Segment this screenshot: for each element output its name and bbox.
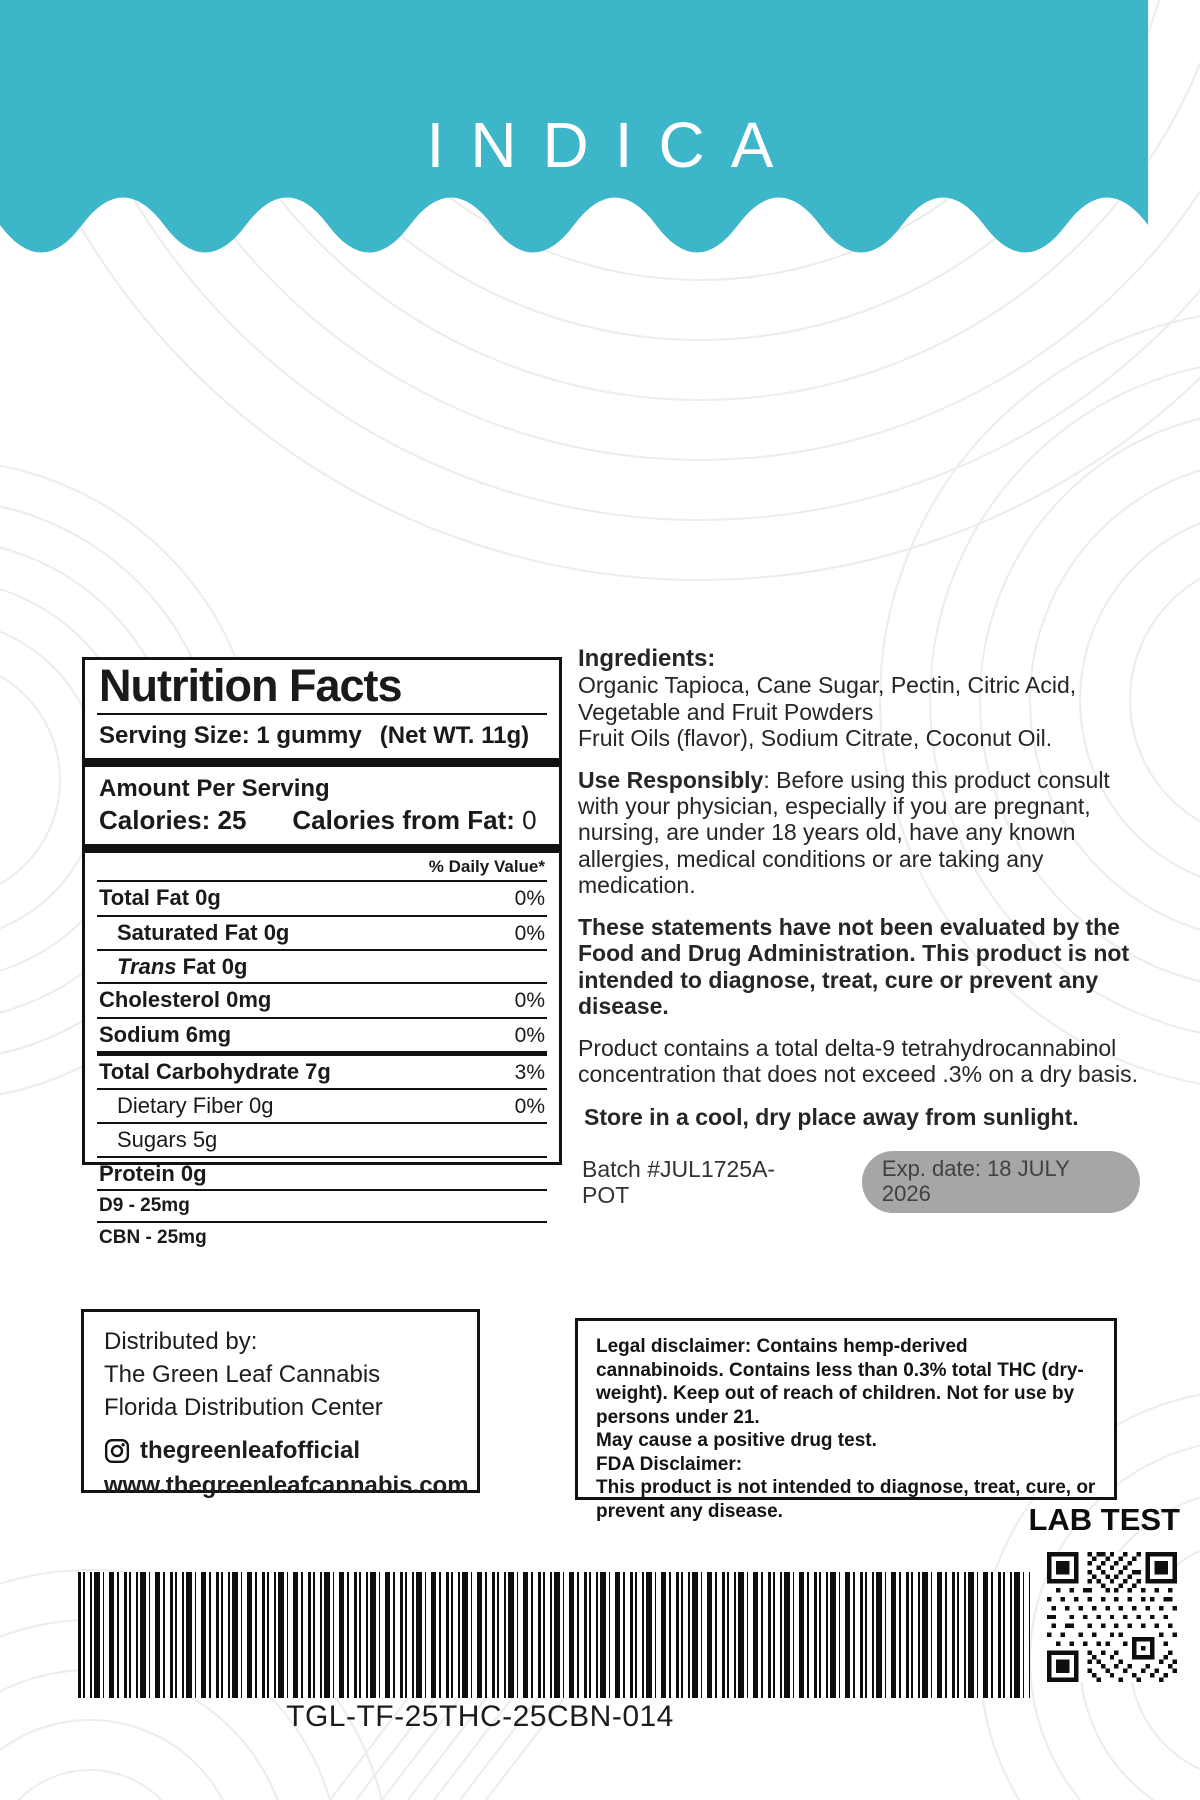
amount-per-serving-label: Amount Per Serving — [99, 775, 330, 803]
batch-exp-row — [578, 1151, 1140, 1213]
cannabinoid-row-d9: D9 - 25mg — [97, 1191, 547, 1223]
lab-test-label: LAB TEST — [1028, 1502, 1180, 1537]
nutrient-row-sodium: Sodium 6mg 0% — [97, 1019, 547, 1056]
ingredients-title: Ingredients: — [578, 645, 716, 672]
nutrition-facts-title: Nutrition Facts — [97, 660, 547, 715]
serving-size-line — [97, 715, 547, 758]
ingredients-line: Vegetable and Fruit Powders — [578, 698, 874, 725]
barcode — [78, 1572, 1030, 1698]
nutrient-row-dietary-fiber: Dietary Fiber 0g 0% — [97, 1090, 547, 1124]
legal-disclaimer-box — [575, 1318, 1117, 1522]
ingredients-line: Organic Tapioca, Cane Sugar, Pectin, Citric Acid, — [578, 672, 1077, 699]
nutrient-row-saturated-fat: Saturated Fat 0g 0% — [97, 917, 547, 951]
use-responsibly-paragraph: Use Responsibly: Before using this product consult with your physician, especially if you are pregnant, nursing, are under 18 years old, have any known allergies, medical conditions or are taking any medication. — [578, 767, 1110, 898]
instagram-handle: thegreenleafofficial — [140, 1437, 361, 1465]
legal-disclaimer-label: Legal disclaimer: — [596, 1336, 752, 1357]
calories-value: Calories: 25 — [99, 805, 247, 836]
distributor-center: Florida Distribution Center — [104, 1394, 383, 1422]
calories-from-fat-value: 0 — [522, 805, 537, 836]
thc-statement-paragraph: Product contains a total delta-9 tetrahydrocannabinol concentration that does not exceed .3% on a dry basis. — [578, 1034, 1139, 1088]
serving-size: Serving Size: 1 gummy — [99, 722, 362, 750]
nutrient-row-sugars: Sugars 5g — [97, 1124, 547, 1158]
nutrient-row-total-fat: Total Fat 0g 0% — [97, 882, 547, 916]
legal-disclaimer-text: Legal disclaimer: Contains hemp-derived cannabinoids. Contains less than 0.3% total THC (dry-weight). Keep out of reach of children. Not for use by persons under 21. — [596, 1336, 1084, 1428]
cannabinoid-row-cbn: CBN - 25mg — [99, 1227, 207, 1249]
distributed-by-label: Distributed by: — [104, 1328, 258, 1355]
fda-statement-paragraph: These statements have not been evaluated by the Food and Drug Administration. This product is not intended to diagnose, treat, cure or prevent any disease. — [578, 914, 1130, 1019]
lab-test-qr-code — [1047, 1552, 1177, 1682]
calories-from-fat-label: Calories from Fat: — [292, 805, 515, 836]
calories-line — [97, 803, 547, 844]
nutrient-row-total-carbohydrate: Total Carbohydrate 7g 3% — [97, 1056, 547, 1090]
fda-disclaimer-label: FDA Disclaimer: — [596, 1453, 743, 1475]
daily-value-header: % Daily Value* — [97, 853, 547, 882]
storage-instructions: Store in a cool, dry place away from sunlight. — [584, 1104, 1079, 1131]
distributor-box — [81, 1309, 480, 1500]
product-info-column — [578, 645, 1140, 1213]
net-weight: (Net WT. 11g) — [379, 722, 530, 750]
batch-number: Batch #JUL1725A-POT — [582, 1155, 776, 1208]
instagram-row — [104, 1434, 477, 1467]
expiration-date-badge: Exp. date: 18 JULY 2026 — [862, 1151, 1140, 1213]
section-divider-thick — [85, 844, 559, 853]
website-url: www.thegreenleafcannabis.com — [104, 1472, 469, 1500]
drug-test-warning: May cause a positive drug test. — [596, 1430, 877, 1452]
instagram-icon — [104, 1438, 130, 1464]
ingredients-line: Fruit Oils (flavor), Sodium Citrate, Coconut Oil. — [578, 724, 1053, 751]
barcode-number: TGL-TF-25THC-25CBN-014 — [286, 1700, 674, 1733]
nutrient-row-protein: Protein 0g — [97, 1158, 547, 1192]
nutrient-row-trans-fat: Trans Fat 0g — [97, 951, 547, 985]
section-divider-thick — [85, 758, 559, 767]
fda-disclaimer-text: This product is not intended to diagnose, treat, cure, or prevent any disease. — [596, 1477, 1096, 1522]
distributor-name: The Green Leaf Cannabis — [104, 1361, 381, 1389]
nutrient-row-cholesterol: Cholesterol 0mg 0% — [97, 984, 547, 1018]
strain-name: INDICA — [426, 109, 800, 181]
nutrition-facts-panel — [82, 657, 562, 1249]
